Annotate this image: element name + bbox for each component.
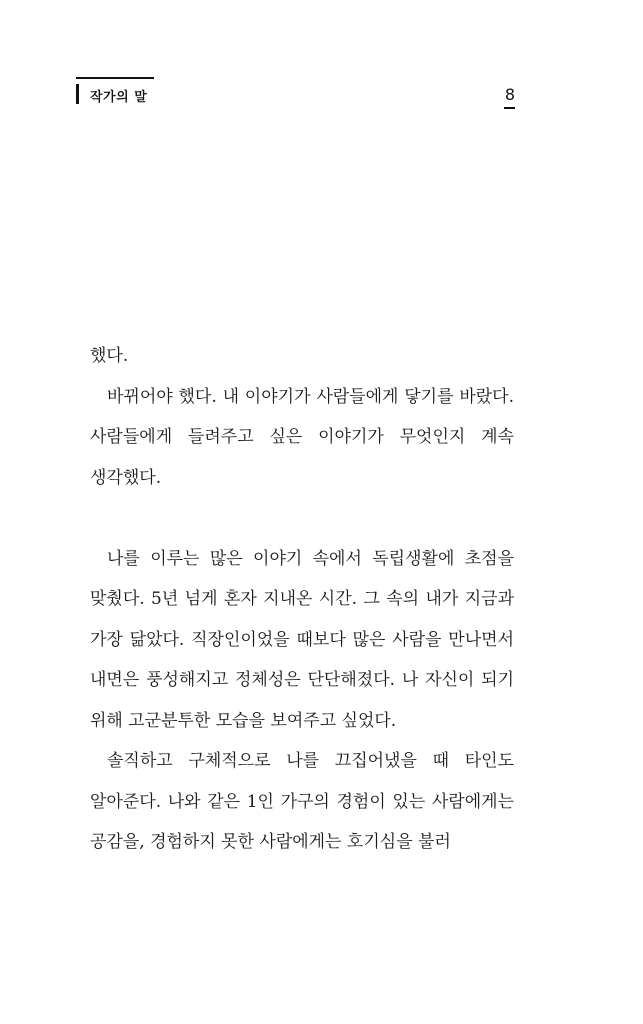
paragraph: 솔직하고 구체적으로 나를 끄집어냈을 때 타인도 알아준다. 나와 같은 1인 가구의 경험이 있는 사람에게는 공감을, 경험하지 못한 사람에게는 호기심을 불러 xyxy=(90,751,514,852)
section-title: 작가의 말 xyxy=(90,90,148,105)
page-number-underline xyxy=(504,107,515,109)
paragraph: 나를 이루는 많은 이야기 속에서 독립생활에 초점을 맞췄다. 5년 넘게 혼자 지내온 시간. 그 속의 내가 지금과 가장 닮았다. 직장인이었을 때보다 많은 사람을 만나면서 내면은 풍성해지고 정체성은 단단해졌다. 나 자신이 되기 위해 고군분투한 모습을 보여주고 싶었다. xyxy=(90,548,514,731)
paragraph: 바뀌어야 했다. 내 이야기가 사람들에게 닿기를 바랐다. 사람들에게 들려주고 싶은 이야기가 무엇인지 계속 생각했다. xyxy=(90,386,514,488)
paragraph: 했다. xyxy=(90,346,129,366)
paragraph-gap xyxy=(90,498,514,539)
page-number: 8 xyxy=(504,85,515,104)
body-text xyxy=(90,336,514,863)
header-rule xyxy=(76,77,154,79)
header-bar xyxy=(76,84,79,104)
